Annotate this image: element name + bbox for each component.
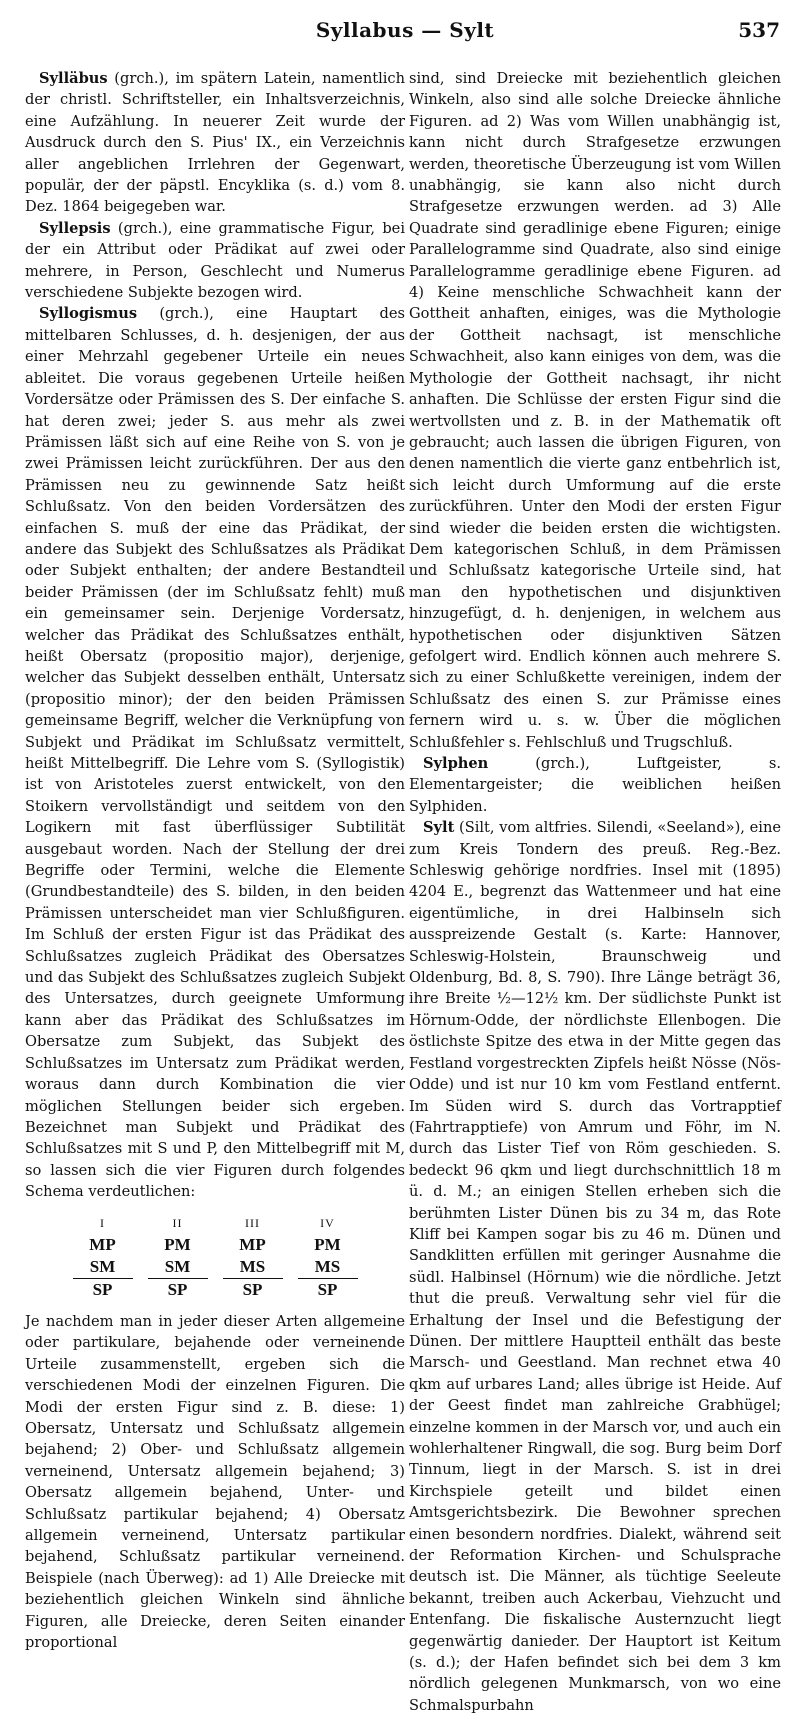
headword: Syllepsis [39, 219, 111, 237]
entry-syllabus [25, 68, 405, 218]
conclusion: SP [167, 1279, 188, 1299]
entry-text: (Silt, vom altfries. Silendi, «Seeland»), eine zum Kreis Tondern des preuß. Reg.-Bez. Schleswig gehörige nordfries. Insel mit (1895) 4204 E., begrenzt das Wattenmeer und hat eine eigentümliche, in drei Halbinseln sich ausspreizende Gestalt (s. Karte: Hannover, Schleswig-Holstein, Braunschweig und Oldenburg, Bd. 8, S. 790). Ihre Länge beträgt 36, ihre Breite ½—12½ km. Der südlichste Punkt ist Hörnum-Odde, der nördlichste Ellenbogen. Die östlichste Spitze des etwa in der Mitte gegen das Festland vorgestreckten Zipfels heißt Nösse (Nös-Odde) und ist nur 10 km vom Festland entfernt. Im Süden wird S. durch das Vortrapptief (Fahrtrapptiefe) von Amrum und Föhr, im N. durch das Lister Tief von Röm geschieden. S. bedeckt 96 qkm und liegt durchschnittlich 18 m ü. d. M.; an einigen Stellen erheben sich die berühmten Lister Dünen bis zu 34 m, das Rote Kliff bei Kampen sogar bis zu 46 m. Dünen und Sandklitten erfüllen mit geringer Ausnahme die südl. Halbinsel (Hörnum) wie die nördliche. Jetzt thut die preuß. Verwaltung sehr viel für die Erhaltung der Insel und die Befestigung der Dünen. Der mittlere Hauptteil enthält das beste Marsch- und Geestland. Man rechnet etwa 40 qkm auf urbares Land; alles übrige ist Heide. Auf der Geest findet man zahlreiche Grabhügel; einzelne kommen in der Marsch vor, und auch ein wohlerhaltener Ringwall, die sog. Burg beim Dorf Tinnum, liegt in der Marsch. S. ist in drei Kirchspiele geteilt und bildet einen Amtsgerichtsbezirk. Die Bewohner sprechen einen besondern nordfries. Dialekt, während seit der Reformation Kirchen- und Schulsprache deutsch ist. Die Männer, als tüchtige Seeleute bekannt, treiben auch Ackerbau, Viehzucht und Entenfang. Die fiskalische Austernzucht liegt gegenwärtig danieder. Der Hauptort ist Keitum (s. d.); der Hafen befindet sich bei dem 3 km nördlich gelegenen Munkmarsch, von wo eine Schmalspurbahn [409, 819, 781, 1714]
schema-figure-row [25, 1213, 405, 1234]
minor-premise: MS [223, 1256, 283, 1279]
figure-label: I [100, 1215, 105, 1230]
figure-label: II [172, 1215, 183, 1230]
syllogism-figures-schema [25, 1213, 405, 1301]
syllogismus-continuation: Je nachdem man in jeder dieser Arten allgemeine oder partikulare, bejahende oder verneinende Urteile zusammenstellt, ergeben sich die verschiedenen Modi der einzelnen Figuren. Die Modi der ersten Figur sind z. B. diese: 1) Obersatz, Untersatz und Schlußsatz allgemein bejahend; 2) Ober- und Schlußsatz allgemein verneinend, Untersatz allgemein bejahend; 3) Obersatz allgemein bejahend, Unter- und Schlußsatz partikular bejahend; 4) Obersatz allgemein verneinend, Untersatz partikular bejahend, Schlußsatz partikular verneinend. Beispiele (nach Überweg): ad 1) Alle Dreiecke mit beziehentlich gleichen Winkeln sind ähnliche Figuren, alle Dreiecke, deren Seiten einander proportional [25, 1312, 405, 1652]
minor-premise: SM [73, 1256, 133, 1279]
entry-sylt [409, 817, 781, 1716]
entry-syllepsis [25, 218, 405, 304]
page-header [30, 18, 780, 48]
major-premise: PM [314, 1234, 341, 1254]
entry-text: (grch.), Luftgeister, s. Elementargeister; die weiblichen heißen Sylphiden. [409, 755, 781, 815]
schema-minor-premise-row [25, 1256, 405, 1279]
syllogismus-continuation-right: sind, sind Dreiecke mit beziehentlich gleichen Winkeln, also sind alle solche Dreiecke ähnliche Figuren. ad 2) Was vom Willen unabhängig ist, kann nicht durch Strafgesetze erzwungen werden, theoretische Überzeugung ist vom Willen unabhängig, sie kann also nicht durch Strafgesetze erzwungen werden. ad 3) Alle Quadrate sind geradlinige ebene Figuren; einige Parallelogramme sind Quadrate, also sind einige Parallelogramme geradlinige ebene Figuren. ad 4) Keine menschliche Schwachheit kann der Gottheit anhaften, einiges, was die Mythologie der Gottheit nachsagt, ist menschliche Schwachheit, also kann einiges von dem, was die Mythologie der Gottheit nachsagt, ihr nicht anhaften. Die Schlüsse der ersten Figur sind die wertvollsten und z. B. in der Mathematik oft gebraucht; auch lassen die übrigen Figuren, von denen namentlich die vierte ganz entbehrlich ist, sich leicht durch Umformung auf die erste zurückführen. Unter den Modi der ersten Figur sind wieder die beiden ersten die wichtigsten. Dem kategorischen Schluß, in dem Prämissen und Schlußsatz kategorische Urteile sind, hat man den hypothetischen und disjunktiven hinzugefügt, d. h. denjenigen, in welchem aus hypothetischen oder disjunktiven Sätzen gefolgert wird. Endlich können auch mehrere S. sich zu einer Schlußkette vereinigen, indem der Schlußsatz des einen S. zur Prämisse eines fernern wird u. s. w. Über die möglichen Schlußfehler s. Fehlschluß und Trugschluß. [409, 70, 781, 751]
entry-sylphen [409, 753, 781, 817]
headword: Sylphen [423, 755, 489, 772]
major-premise: PM [164, 1234, 191, 1254]
headword: Sylläbus [39, 70, 108, 87]
entry-text: (grch.), eine grammatische Figur, bei der ein Attribut oder Prädikat auf zwei oder mehrere, in Person, Geschlecht und Numerus verschiedene Subjekte bezogen wird. [25, 219, 405, 302]
figure-label: III [245, 1215, 260, 1230]
schema-conclusion-row [25, 1279, 405, 1301]
headword: Syllogismus [39, 305, 138, 323]
running-title: Syllabus — Sylt [315, 18, 495, 42]
major-premise: MP [239, 1234, 266, 1254]
entry-text: (grch.), eine Hauptart des mittelbaren Schlusses, d. h. desjenigen, der aus einer Mehrzahl gegebener Urteile ein neues ableitet. Die voraus gegebenen Urteile heißen Vordersätze oder Prämissen des S. Der einfache S. hat deren zwei; jeder S. aus mehr als zwei Prämissen läßt sich auf eine Reihe von S. von je zwei Prämissen leicht zurückführen. Der aus den Prämissen neu zu gewinnende Satz heißt Schlußsatz. Von den beiden Vordersätzen des einfachen S. muß der eine das Prädikat, der andere das Subjekt des Schlußsatzes als Prädikat oder Subjekt enthalten; der andere Bestandteil beider Prämissen (der im Schlußsatz fehlt) muß ein gemeinsamer sein. Derjenige Vordersatz, welcher das Prädikat des Schlußsatzes enthält, heißt Obersatz (propositio major), derjenige, welcher das Subjekt desselben enthält, Untersatz (propositio minor); der den beiden Prämissen gemeinsame Begriff, welcher die Verknüpfung von Subjekt und Prädikat im Schlußsatz vermittelt, heißt Mittelbegriff. Die Lehre vom S. (Syllogistik) ist von Aristoteles zuerst entwickelt, von den Stoikern vervollständigt und seitdem von den Logikern mit fast überflüssiger Subtilität ausgebaut worden. Nach der Stellung der drei Begriffe oder Termini, welche die Elemente (Grundbestandteile) des S. bilden, in den beiden Prämissen unterscheidet man vier Schlußfiguren. Im Schluß der ersten Figur ist das Prädikat des Schlußsatzes zugleich Prädikat des Obersatzes und das Subjekt des Schlußsatzes zugleich Subjekt des Untersatzes, durch geeignete Umformung kann aber das Prädikat des Schlußsatzes im Obersatze zum Subjekt, das Subjekt des Schlußsatzes im Untersatz zum Prädikat werden, woraus dann durch Kombination die vier möglichen Stellungen beider sich ergeben. Bezeichnet man Subjekt und Prädikat des Schlußsatzes mit S und P, den Mittelbegriff mit M, so lassen sich die vier Figuren durch folgendes Schema verdeutlichen: [25, 305, 405, 1201]
headword: Sylt [423, 819, 455, 837]
conclusion: SP [92, 1279, 113, 1299]
conclusion: SP [317, 1279, 338, 1299]
minor-premise: MS [298, 1256, 358, 1279]
minor-premise: SM [148, 1256, 208, 1279]
page-number: 537 [738, 18, 780, 42]
conclusion: SP [242, 1279, 263, 1299]
entry-text: (grch.), im spätern Latein, namentlich der christl. Schriftsteller, ein Inhaltsverzeichnis, eine Aufzählung. In neuerer Zeit wurde der Ausdruck durch den S. Pius' IX., ein Verzeichnis aller angeblichen Irrlehren der Gegenwart, populär, der der päpstl. Encyklika (s. d.) vom 8. Dez. 1864 beigegeben war. [25, 70, 405, 216]
left-column [25, 68, 405, 1653]
figure-label: IV [320, 1215, 335, 1230]
schema-major-premise-row [25, 1234, 405, 1256]
right-column [409, 68, 781, 1716]
entry-syllogismus [25, 303, 405, 1202]
major-premise: MP [89, 1234, 116, 1254]
